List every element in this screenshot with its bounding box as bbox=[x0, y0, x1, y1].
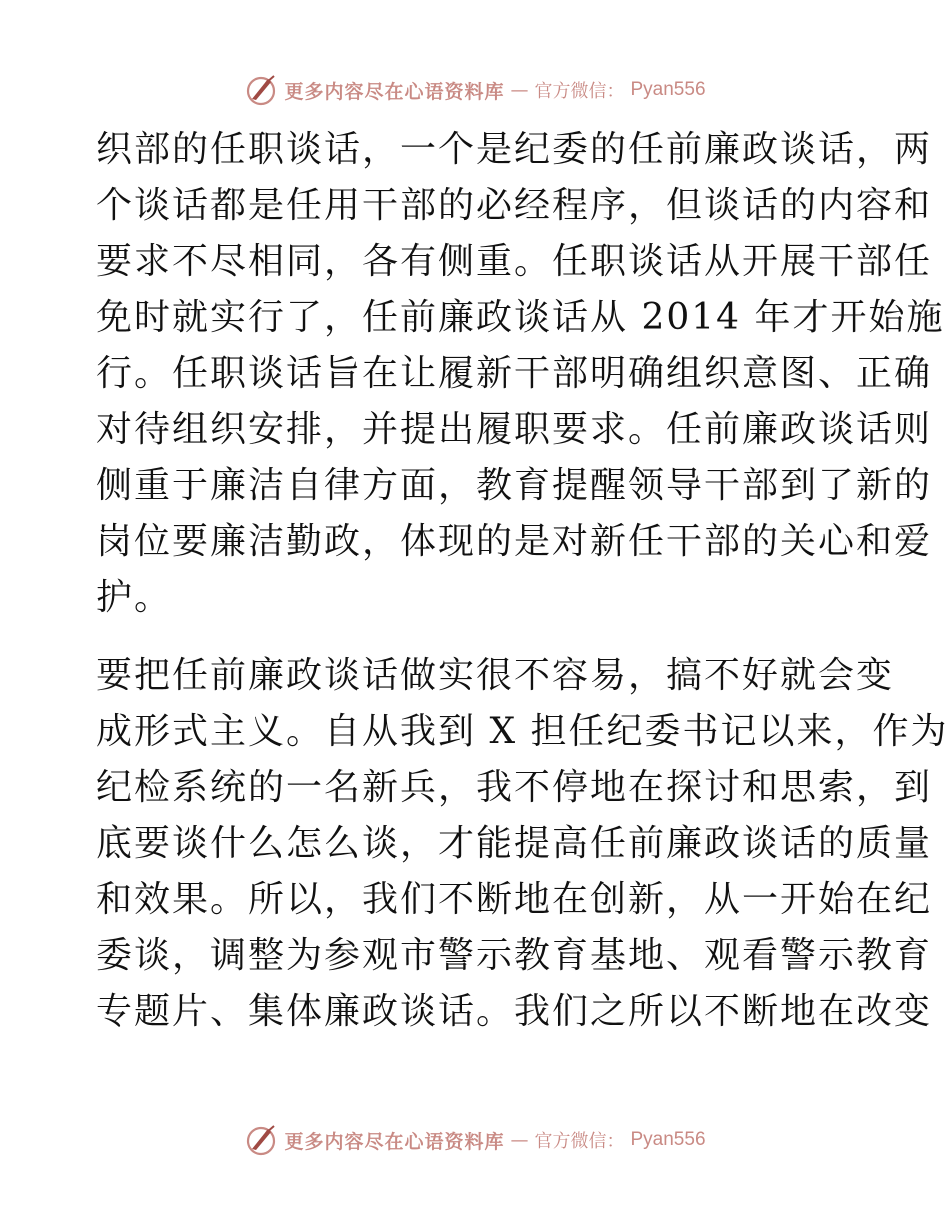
quill-logo-icon bbox=[244, 1123, 278, 1157]
text-line: 成形式主义。自从我到 X 担任纪委书记以来，作为 bbox=[96, 711, 949, 752]
document-body bbox=[96, 122, 949, 1040]
text-line: 免时就实行了，任前廉政谈话从 2014 年才开始施 bbox=[96, 297, 945, 338]
paragraph-1 bbox=[96, 122, 945, 626]
footer-banner bbox=[0, 1120, 950, 1160]
text-line: 护。 bbox=[96, 577, 173, 618]
text-line: 岗位要廉洁勤政，体现的是对新任干部的关心和爱 bbox=[96, 521, 933, 562]
text-line: 要求不尽相同，各有侧重。任职谈话从开展干部任 bbox=[96, 241, 933, 282]
banner-separator: — bbox=[510, 79, 529, 101]
text-line: 侧重于廉洁自律方面，教育提醒领导干部到了新的 bbox=[96, 465, 933, 506]
banner-brand-text: 更多内容尽在心语资料库 bbox=[284, 1130, 505, 1153]
quill-logo-icon bbox=[244, 73, 278, 107]
banner-wechat-id: Pyan556 bbox=[630, 79, 706, 100]
text-line: 对待组织安排，并提出履职要求。任前廉政谈话则 bbox=[96, 409, 933, 450]
banner-wechat-id: Pyan556 bbox=[630, 1129, 706, 1150]
paragraph-2 bbox=[96, 648, 949, 1040]
banner-wechat-label: 官方微信： bbox=[534, 1131, 625, 1152]
header-banner bbox=[0, 70, 950, 110]
banner-brand-text: 更多内容尽在心语资料库 bbox=[284, 80, 505, 103]
banner-wechat-label: 官方微信： bbox=[534, 81, 625, 102]
text-line: 底要谈什么怎么谈，才能提高任前廉政谈话的质量 bbox=[96, 823, 933, 864]
banner-separator: — bbox=[510, 1129, 529, 1151]
text-line: 行。任职谈话旨在让履新干部明确组织意图、正确 bbox=[96, 353, 933, 394]
text-line: 和效果。所以，我们不断地在创新，从一开始在纪 bbox=[96, 879, 933, 920]
text-line: 纪检系统的一名新兵，我不停地在探讨和思索，到 bbox=[96, 767, 933, 808]
text-line: 委谈，调整为参观市警示教育基地、观看警示教育 bbox=[96, 935, 933, 976]
text-line: 专题片、集体廉政谈话。我们之所以不断地在改变 bbox=[96, 991, 933, 1032]
text-line: 要把任前廉政谈话做实很不容易，搞不好就会变 bbox=[96, 655, 895, 696]
text-line: 个谈话都是任用干部的必经程序，但谈话的内容和 bbox=[96, 185, 933, 226]
text-line: 织部的任职谈话，一个是纪委的任前廉政谈话，两 bbox=[96, 129, 933, 170]
